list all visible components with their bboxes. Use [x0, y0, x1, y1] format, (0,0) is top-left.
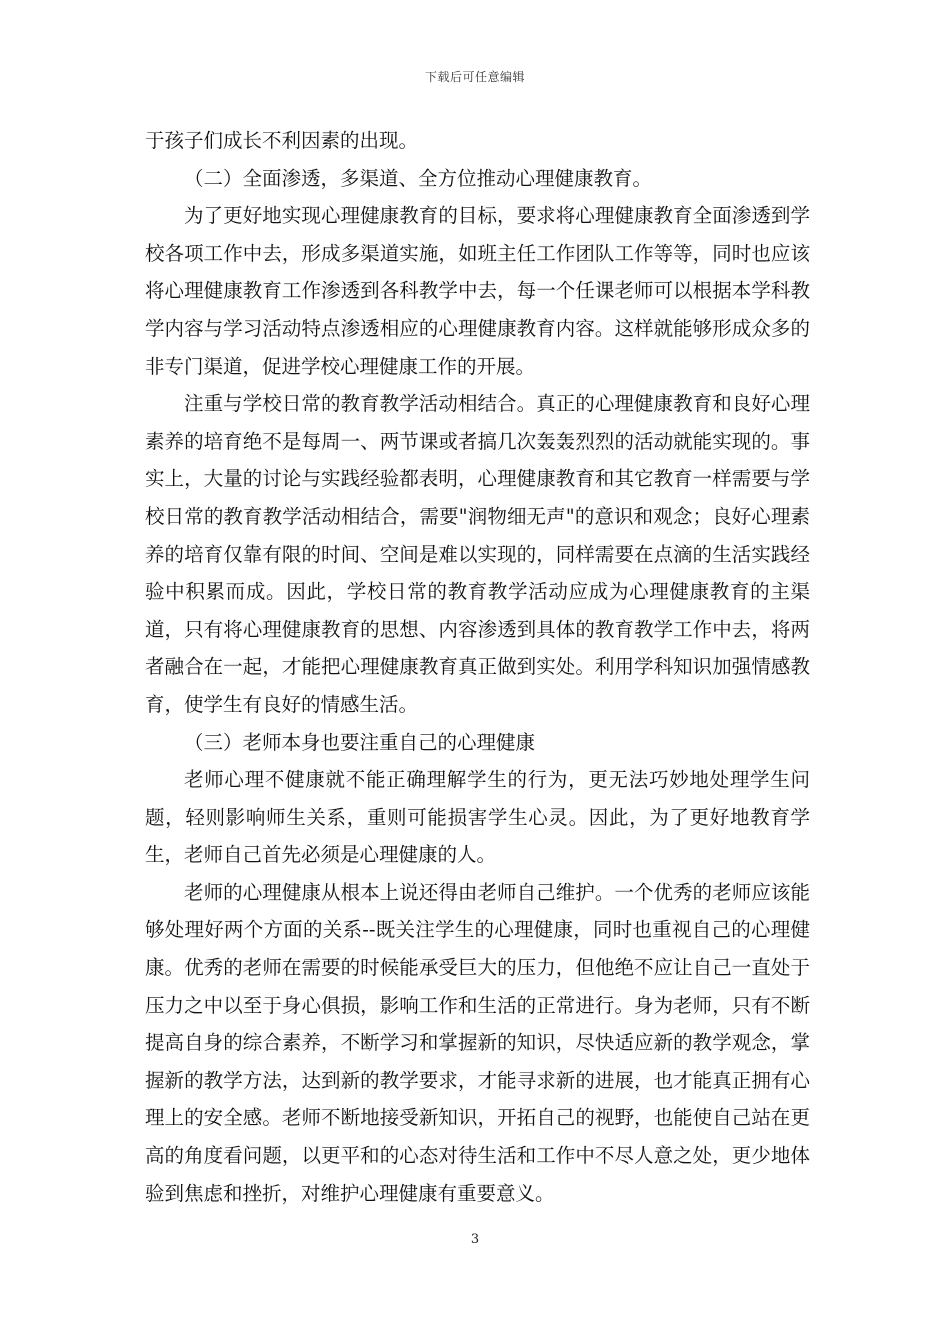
page-number: 3: [470, 1232, 480, 1247]
paragraph: 注重与学校日常的教育教学活动相结合。真正的心理健康教育和良好心理素养的培育绝不是每周一、两节课或者搞几次轰轰烈烈的活动就能实现的。事实上，大量的讨论与实践经验都表明，心理健康教育和其它教育一样需要与学校日常的教育教学活动相结合，需要"润物细无声"的意识和观念；良好心理素养的培育仅靠有限的时间、空间是难以实现的，同样需要在点滴的生活实践经验中积累而成。因此，学校日常的教育教学活动应成为心理健康教育的主渠道，只有将心理健康教育的思想、内容渗透到具体的教育教学工作中去，将两者融合在一起，才能把心理健康教育真正做到实处。利用学科知识加强情感教育，使学生有良好的情感生活。: [145, 392, 810, 716]
paragraph: 为了更好地实现心理健康教育的目标，要求将心理健康教育全面渗透到学校各项工作中去，形成多渠道实施，如班主任工作团队工作等等，同时也应该将心理健康教育工作渗透到各科教学中去，每一个任课老师可以根据本学科教学内容与学习活动特点渗透相应的心理健康教育内容。这样就能够形成众多的非专门渠道，促进学校心理健康工作的开展。: [145, 204, 810, 378]
paragraph: 老师心理不健康就不能正确理解学生的行为，更无法巧妙地处理学生问题，轻则影响师生关系，重则可能损害学生心灵。因此，为了更好地教育学生，老师自己首先必须是心理健康的人。: [145, 768, 810, 867]
paragraph: 老师的心理健康从根本上说还得由老师自己维护。一个优秀的老师应该能够处理好两个方面的关系--既关注学生的心理健康，同时也重视自己的心理健康。优秀的老师在需要的时候能承受巨大的压力，但他绝不应让自己一直处于压力之中以至于身心俱损，影响工作和生活的正常进行。身为老师，只有不断提高自身的综合素养，不断学习和掌握新的知识，尽快适应新的教学观念，掌握新的教学方法，达到新的教学要求，才能寻求新的进展，也才能真正拥有心理上的安全感。老师不断地接受新知识，开拓自己的视野，也能使自己站在更高的角度看问题，以更平和的心态对待生活和工作中不尽人意之处，更少地体验到焦虑和挫折，对维护心理健康有重要意义。: [145, 880, 810, 1205]
paragraph-continuation: 于孩子们成长不利因素的出现。: [145, 129, 419, 152]
section-heading-3: （三）老师本身也要注重自己的心理健康: [184, 730, 536, 754]
page-header: 下载后可任意编辑: [424, 70, 525, 84]
section-heading-2: （二）全面渗透，多渠道、全方位推动心理健康教育。: [184, 166, 653, 190]
document-body: [145, 122, 810, 1212]
